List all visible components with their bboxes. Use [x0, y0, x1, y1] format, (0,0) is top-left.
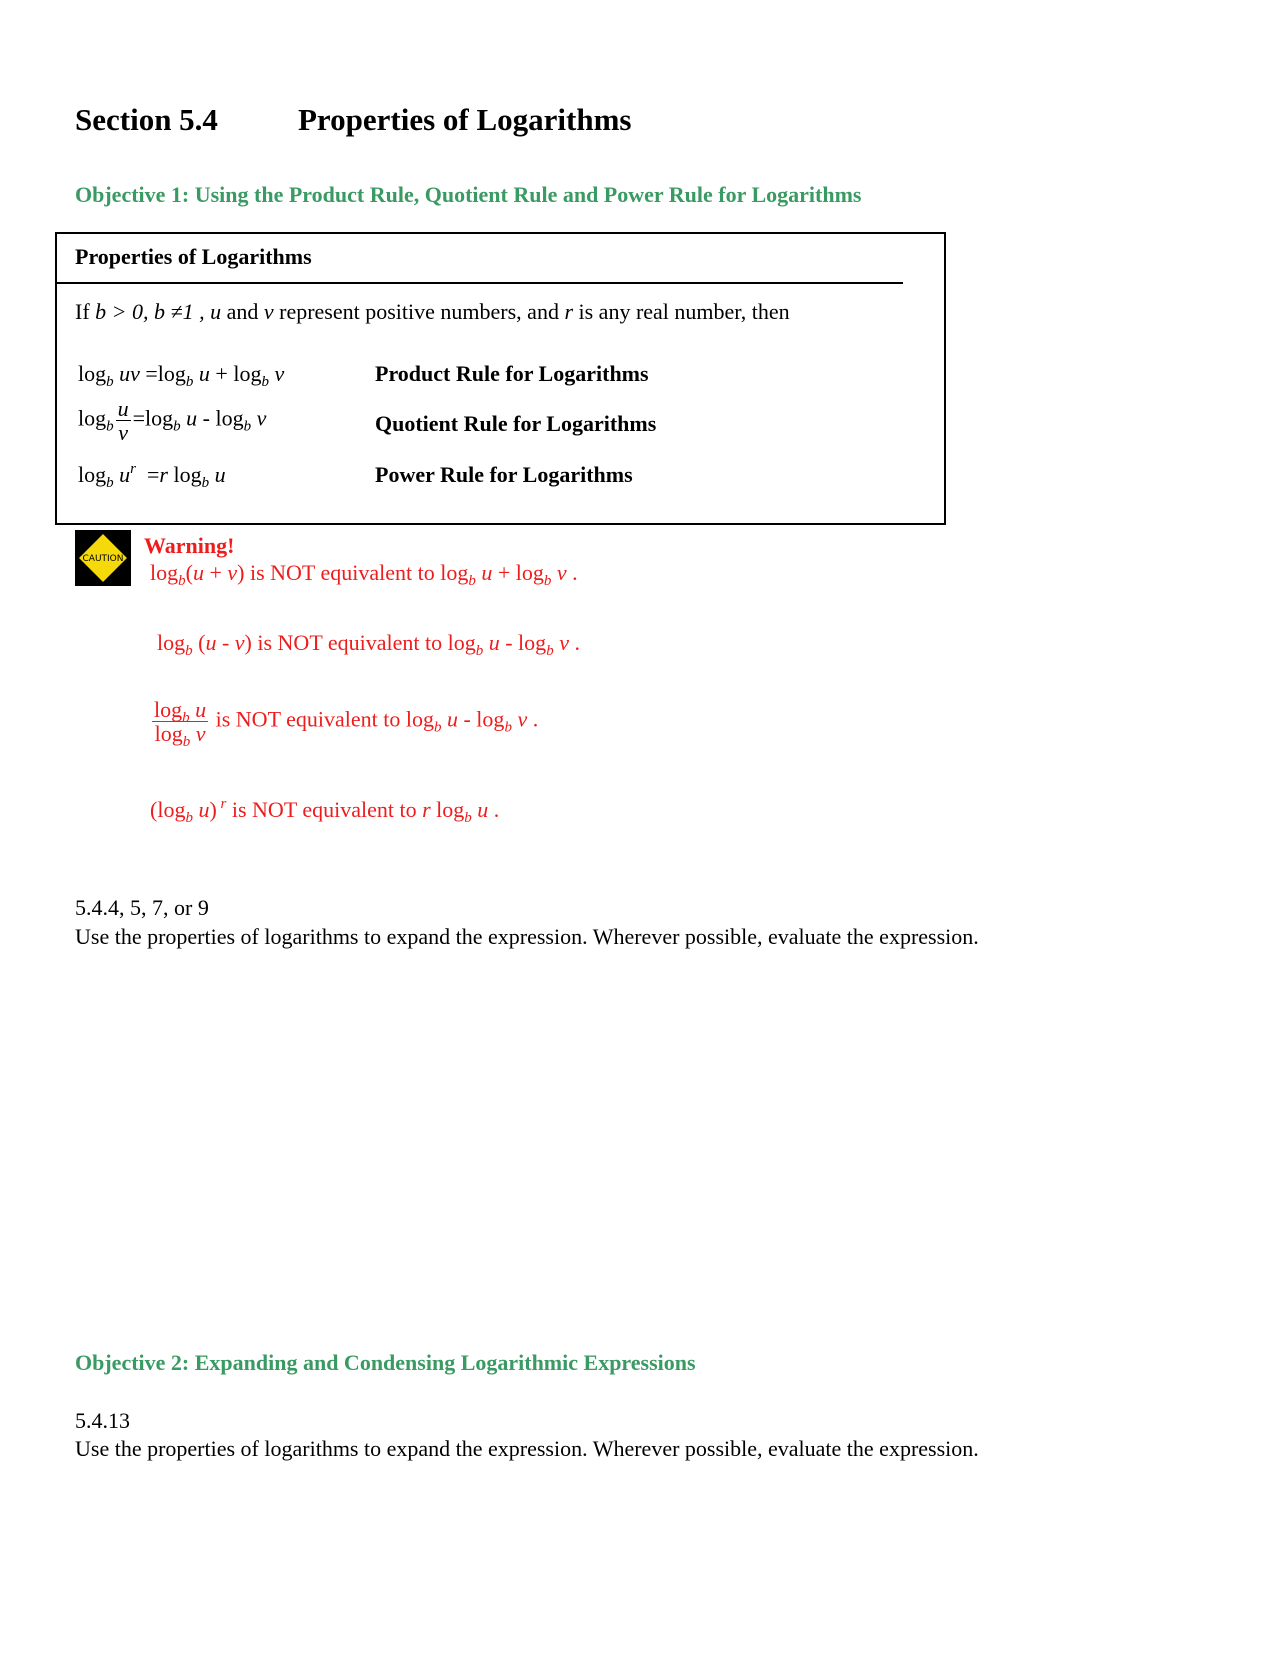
properties-box-title: Properties of Logarithms: [75, 244, 312, 269]
warning-line-4: ($\log_b$ u) $^r$ is NOT equivalent to r $\log_b u$ .: [150, 796, 500, 826]
properties-box: [55, 232, 946, 525]
product-rule-name: Product Rule for Logarithms: [375, 361, 649, 386]
warning-line-3: $\frac{\log_b u}{\log_b v}$ is NOT equivalent to $\log_b u - \log_b v$ .: [154, 697, 539, 751]
warning-line-3-text: is NOT equivalent to: [215, 706, 401, 732]
product-rule-equation: $\log_b$ uv $=\log_b$ $u + \log_b v$: [78, 361, 285, 390]
warning-title: Warning!: [144, 533, 235, 558]
exercise-2-instruction: Use the properties of logarithms to expand the expression. Wherever possible, evaluate the expression.: [75, 1436, 979, 1461]
properties-condition: [75, 299, 790, 325]
condition-suffix: is any real number, then: [578, 299, 790, 324]
condition-prefix: If: [75, 299, 90, 324]
condition-v: v: [263, 299, 274, 324]
page-title: Properties of Logarithms: [298, 102, 632, 137]
warning-line-1-text: is NOT equivalent to: [249, 560, 435, 585]
condition-r: r: [564, 299, 573, 324]
caution-icon: [75, 530, 131, 586]
exercise-1-instruction: Use the properties of logarithms to expand the expression. Wherever possible, evaluate the expression.: [75, 924, 979, 949]
caution-icon-label: CAUTION: [82, 554, 124, 564]
box-divider: [57, 282, 903, 284]
condition-and: and: [226, 299, 259, 324]
section-label: Section 5.4: [75, 102, 218, 137]
objective-1-heading: Objective 1: Using the Product Rule, Quotient Rule and Power Rule for Logarithms: [75, 182, 862, 207]
objective-2-heading: Objective 2: Expanding and Condensing Logarithmic Expressions: [75, 1350, 696, 1375]
quotient-rule-name: Quotient Rule for Logarithms: [375, 411, 657, 436]
power-rule-name: Power Rule for Logarithms: [375, 462, 633, 487]
warning-line-2: $\log_b (u - v)$ is NOT equivalent to $\log_b u - \log_b v$ .: [157, 630, 580, 659]
warning-line-1: $\log_b(u + v)$ is NOT equivalent to $\log_b u + \log_b v$ .: [150, 560, 578, 589]
condition-text: represent positive numbers, and: [279, 299, 559, 324]
condition-b-not-one: b ≠1 ,: [154, 299, 205, 324]
warning-line-4-text: is NOT equivalent to: [231, 797, 417, 822]
power-rule-equation: $\log_b u^r =r$ $\log_b u$: [78, 461, 226, 491]
condition-u: u: [210, 299, 222, 324]
warning-line-2-text: is NOT equivalent to: [257, 630, 443, 655]
condition-b-positive: b > 0,: [95, 299, 149, 324]
quotient-rule-equation: $\log_b$ $\frac{u}{v}$ $=\log_b$ u - $\log_b v$: [78, 396, 267, 446]
exercise-2-numbers: 5.4.13: [75, 1408, 130, 1433]
exercise-1-numbers: 5.4.4, 5, 7, or 9: [75, 895, 209, 920]
